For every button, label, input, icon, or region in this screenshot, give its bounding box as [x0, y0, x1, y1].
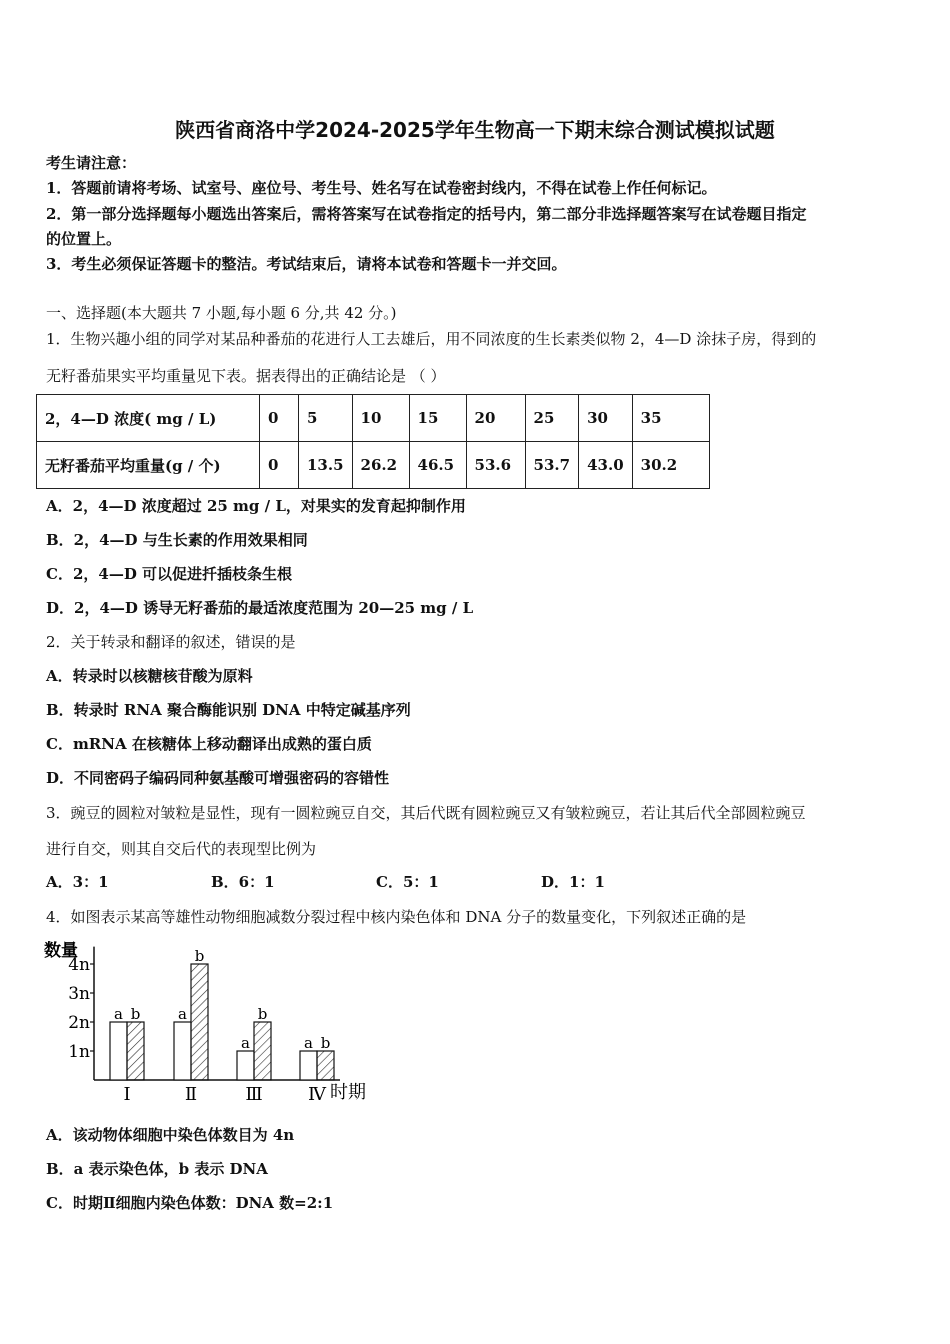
bar-a [174, 1022, 191, 1080]
bar-b [254, 1022, 271, 1080]
y-tick-label: 1n [68, 1042, 90, 1062]
option-d: D．1：1 [541, 873, 605, 891]
notice-item: 3．考生必须保证答题卡的整洁。考试结束后，请将本试卷和答题卡一并交回。 [46, 255, 567, 273]
question-2-stem: 2．关于转录和翻译的叙述，错误的是 [46, 633, 296, 651]
table-cell: 10 [352, 395, 409, 442]
notice-heading: 考生请注意： [46, 154, 137, 172]
table-cell: 13.5 [299, 442, 353, 489]
section-heading: 一、选择题(本大题共 7 小题,每小题 6 分,共 42 分。) [46, 304, 397, 322]
option-a: A．转录时以核糖核苷酸为原料 [46, 667, 253, 685]
bar-b [191, 964, 208, 1080]
option-c: C．时期Ⅱ细胞内染色体数：DNA 数=2:1 [46, 1194, 334, 1212]
option-b: B．转录时 RNA 聚合酶能识别 DNA 中特定碱基序列 [46, 701, 411, 719]
table-row [37, 395, 710, 442]
table-cell: 26.2 [352, 442, 409, 489]
bar-label: a [241, 1034, 250, 1052]
y-tick-label: 4n [68, 955, 90, 975]
x-tick-label: Ⅰ [123, 1084, 131, 1105]
x-tick-label: Ⅱ [184, 1084, 198, 1105]
table-cell: 53.6 [466, 442, 525, 489]
chromosome-dna-bar-chart [40, 936, 380, 1108]
option-a: A．该动物体细胞中染色体数目为 4n [46, 1126, 295, 1144]
table-cell: 53.7 [525, 442, 579, 489]
y-tick-label: 3n [68, 984, 90, 1004]
option-a: A．3：1 [46, 873, 109, 891]
question-1-stem: 无籽番茄果实平均重量见下表。据表得出的正确结论是 （ ） [46, 367, 446, 385]
table-cell: 30 [579, 395, 633, 442]
x-axis-label: 时期 [330, 1082, 366, 1103]
y-axis-label: 数量 [44, 941, 78, 961]
notice-item: 1．答题前请将考场、试室号、座位号、考生号、姓名写在试卷密封线内，不得在试卷上作任何标记。 [46, 179, 717, 197]
option-b: B．a 表示染色体，b 表示 DNA [46, 1160, 268, 1178]
bar-label: b [257, 1005, 268, 1023]
bar-label: a [304, 1034, 313, 1052]
question-3-stem: 进行自交，则其自交后代的表现型比例为 [46, 840, 317, 858]
question-1-stem: 1．生物兴趣小组的同学对某品种番茄的花进行人工去雄后，用不同浓度的生长素类似物 2，4—D 涂抹子房，得到的 [46, 330, 817, 348]
table-cell: 0 [260, 395, 299, 442]
bar-label: a [178, 1005, 187, 1023]
table-cell: 15 [409, 395, 466, 442]
concentration-table [36, 394, 710, 489]
question-4-stem: 4．如图表示某高等雄性动物细胞减数分裂过程中核内染色体和 DNA 分子的数量变化，下列叙述正确的是 [46, 908, 747, 926]
table-cell: 20 [466, 395, 525, 442]
option-a: A．2，4—D 浓度超过 25 mg / L，对果实的发育起抑制作用 [46, 497, 466, 515]
question-3-stem: 3．豌豆的圆粒对皱粒是显性，现有一圆粒豌豆自交，其后代既有圆粒豌豆又有皱粒豌豆，若让其后代全部圆粒豌豆 [46, 804, 806, 822]
table-cell: 2，4—D 浓度( mg / L) [37, 395, 260, 442]
table-cell: 25 [525, 395, 579, 442]
option-b: B．2，4—D 与生长素的作用效果相同 [46, 531, 308, 549]
bar-label: a [114, 1005, 123, 1023]
table-cell: 无籽番茄平均重量(g / 个) [37, 442, 260, 489]
table-cell: 5 [299, 395, 353, 442]
notice-item: 的位置上。 [46, 230, 122, 248]
bar-a [237, 1051, 254, 1080]
option-c: C．5：1 [376, 873, 439, 891]
option-c: C．mRNA 在核糖体上移动翻译出成熟的蛋白质 [46, 735, 372, 753]
option-b: B．6：1 [211, 873, 275, 891]
option-c: C．2，4—D 可以促进扦插枝条生根 [46, 565, 293, 583]
bar-a [110, 1022, 127, 1080]
bar-b [317, 1051, 334, 1080]
bar-a [300, 1051, 317, 1080]
y-tick-label: 2n [68, 1013, 90, 1033]
notice-item: 2．第一部分选择题每小题选出答案后，需将答案写在试卷指定的括号内，第二部分非选择题答案写在试卷题目指定 [46, 205, 807, 223]
table-row [37, 442, 710, 489]
option-d: D．不同密码子编码同种氨基酸可增强密码的容错性 [46, 769, 390, 787]
bar-label: b [130, 1005, 141, 1023]
bar-b [127, 1022, 144, 1080]
table-cell: 46.5 [409, 442, 466, 489]
table-cell: 43.0 [579, 442, 633, 489]
x-tick-label: Ⅲ [245, 1084, 263, 1105]
bar-label: b [194, 947, 205, 965]
x-tick-label: Ⅳ [308, 1084, 326, 1105]
bar-label: b [320, 1034, 331, 1052]
page-title: 陕西省商洛中学2024-2025学年生物高一下期末综合测试模拟试题 [175, 118, 775, 142]
table-cell: 30.2 [632, 442, 709, 489]
table-cell: 0 [260, 442, 299, 489]
table-cell: 35 [632, 395, 709, 442]
option-d: D．2，4—D 诱导无籽番茄的最适浓度范围为 20—25 mg / L [46, 599, 474, 617]
